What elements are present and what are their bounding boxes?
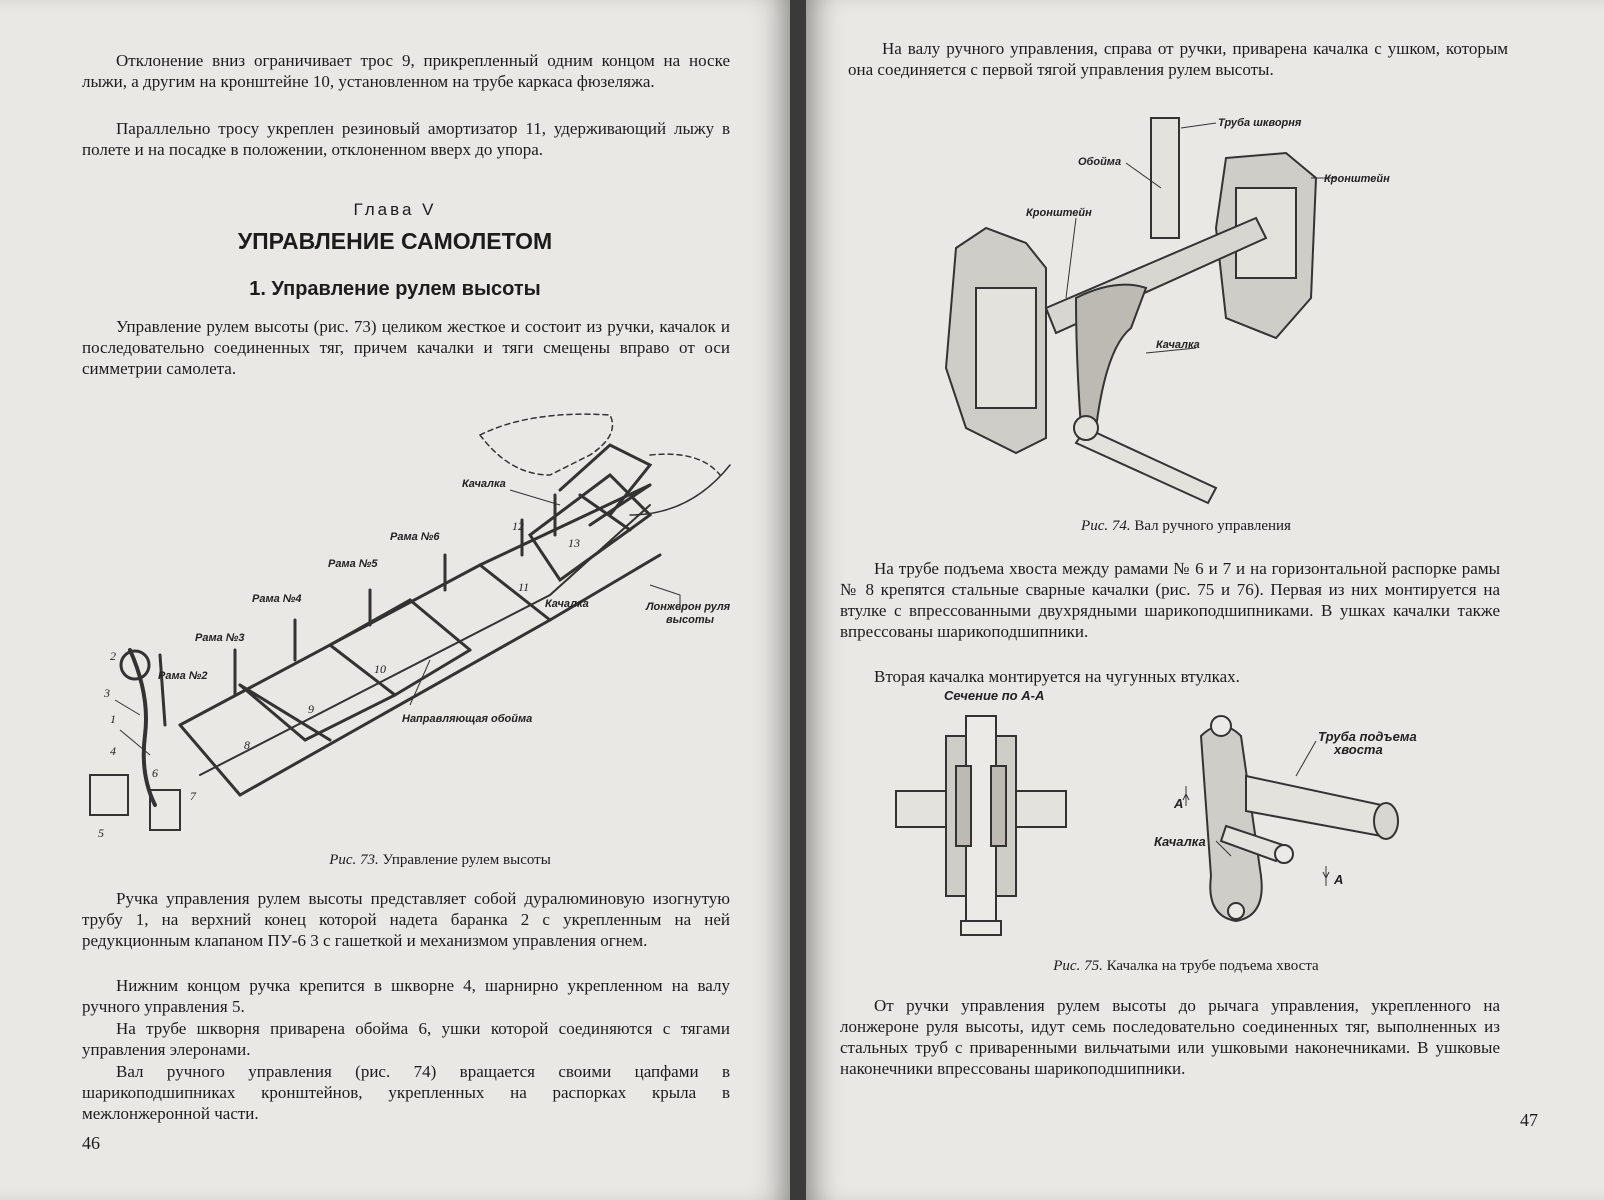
chapter-label: Глава V: [353, 200, 437, 219]
left-para-7: Вал ручного управления (рис. 74) вращается своими цапфами в шарикоподшипниках кронштейнов, укрепленных на распорках крыла в межлонжеронной части.: [82, 1062, 730, 1123]
fig73-num-2: 2: [110, 649, 116, 663]
left-para-5: Нижним концом ручка крепится в шкворне 4, шарнирно укрепленном на валу ручного управления 5.: [82, 976, 730, 1016]
left-para-1: Отклонение вниз ограничивает трос 9, прикрепленный одним концом на носке лыжи, а другим на кронштейне 10, установленном на трубе каркаса фюзеляжа.: [82, 51, 730, 91]
right-para-4: От ручки управления рулем высоты до рычага управления, укрепленного на лонжероне руля высоты, идут семь последовательно соединенных тяг, выполненных из стальных труб с приваренными вильчатыми или ушковыми наконечниками. В ушковые наконечники впрессованы шарикоподшипники.: [840, 996, 1500, 1078]
right-para-2: На трубе подъема хвоста между рамами № 6 и 7 и на горизонтальной распорке рамы № 8 крепятся стальные сварные качалки (рис. 75 и 76). Первая из них монтируется на втулке с впрессованными двухрядными шарикоподшипниками. В ушках качалки также впрессованы шарикоподшипники.: [840, 559, 1500, 641]
section-title: 1. Управление рулем высоты: [249, 278, 541, 300]
fig75-label-truba-1: Труба подъема: [1318, 729, 1417, 744]
fig73-num-5: 5: [98, 826, 104, 840]
fig73-caption-text: Управление рулем высоты: [382, 852, 551, 868]
fig74-label-kachalka: Качалка: [1156, 339, 1200, 351]
fig73-num-13: 13: [568, 536, 580, 550]
fig73-label-rama6: Рама №6: [390, 531, 440, 543]
fig73-num-6: 6: [152, 766, 158, 780]
fig73-label-rama5: Рама №5: [328, 558, 378, 570]
figure-73-elevator-control: [90, 395, 750, 855]
fig73-num-10: 10: [374, 662, 386, 676]
fig74-caption-text: Вал ручного управления: [1134, 518, 1291, 534]
left-para-4: Ручка управления рулем высоты представляет собой дуралюминовую изогнутую трубу 1, на верхний конец которой надета баранка 2 с укрепленным на ней редукционным клапаном ПУ-6 3 с гашеткой и механизмом управления огнем.: [82, 889, 730, 950]
page-number-right: 47: [1520, 1110, 1538, 1130]
fig73-caption-num: Рис. 73.: [329, 852, 379, 868]
fig75-caption: [926, 958, 1446, 975]
right-page: [806, 0, 1604, 1200]
fig73-num-9: 9: [308, 702, 314, 716]
fig73-label-kachalka-bottom: Качалка: [545, 598, 589, 610]
chapter-title: УПРАВЛЕНИЕ САМОЛЕТОМ: [237, 228, 553, 254]
fig73-label-longeron-2: высоты: [666, 614, 715, 626]
fig75-label-a-bottom: А: [1334, 872, 1344, 887]
fig73-label-rama3: Рама №3: [195, 632, 245, 644]
fig74-label-kronshtein-left: Кронштейн: [1026, 207, 1092, 219]
fig75-label-kachalka: Качалка: [1154, 834, 1206, 849]
left-para-3: Управление рулем высоты (рис. 73) целиком жесткое и состоит из ручки, качалок и последовательно соединенных тяг, причем качалки и тяги смещены вправо от оси симметрии самолета.: [82, 317, 730, 378]
fig75-label-a-top: А: [1174, 796, 1184, 811]
fig73-num-7: 7: [190, 789, 196, 803]
fig75-caption-num: Рис. 75.: [1053, 958, 1103, 974]
fig73-num-4: 4: [110, 744, 116, 758]
fig73-label-kachalka-top: Качалка: [462, 478, 506, 490]
fig75-label-section: Сечение по А-А: [944, 688, 1045, 703]
fig73-num-3: 3: [104, 686, 110, 700]
fig74-label-oboima: Обойма: [1078, 156, 1122, 168]
fig73-num-11: 11: [518, 580, 530, 594]
left-para-6: На трубе шкворня приварена обойма 6, ушки которой соединяются с тягами управления элеронами.: [82, 1019, 730, 1059]
fig73-caption: [200, 852, 680, 869]
fig74-caption: [936, 518, 1436, 535]
fig74-caption-num: Рис. 74.: [1081, 518, 1131, 534]
figure-75-tail-lift-rocker: [886, 688, 1446, 946]
fig73-label-rama2: Рама №2: [158, 670, 208, 682]
fig73-num-12: 12: [512, 519, 524, 533]
left-para-2: Параллельно тросу укреплен резиновый амортизатор 11, удерживающий лыжу в полете и на посадке в положении, отклоненном вверх до упора.: [82, 119, 730, 159]
fig73-label-rama4: Рама №4: [252, 593, 302, 605]
fig75-label-truba-2: хвоста: [1334, 742, 1383, 757]
fig74-label-kronshtein-right: Кронштейн: [1324, 173, 1390, 185]
right-para-1: На валу ручного управления, справа от ручки, приварена качалка с ушком, которым она соединяется с первой тягой управления рулем высоты.: [848, 39, 1508, 79]
figure-74-control-shaft: [946, 108, 1416, 508]
left-page: [0, 0, 790, 1200]
right-para-3: Вторая качалка монтируется на чугунных втулках.: [874, 667, 1240, 686]
fig73-label-longeron-1: Лонжерон руля: [646, 601, 731, 613]
book-gutter: [790, 0, 806, 1200]
fig75-caption-text: Качалка на трубе подъема хвоста: [1106, 958, 1319, 974]
page-number-left: 46: [82, 1133, 100, 1153]
fig73-num-1: 1: [110, 712, 116, 726]
fig73-num-8: 8: [244, 738, 250, 752]
fig74-label-truba: Труба шкворня: [1218, 117, 1302, 129]
fig73-label-guide: Направляющая обойма: [402, 713, 533, 725]
